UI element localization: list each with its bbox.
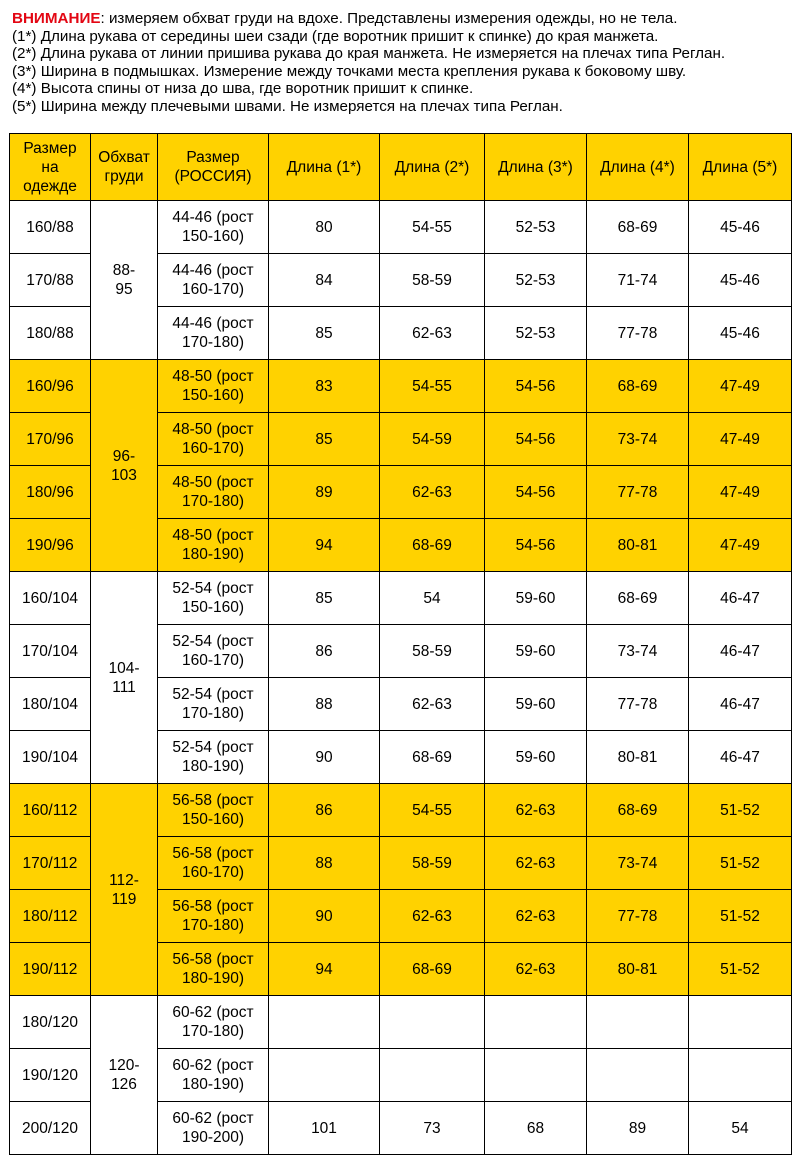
chest-cell: 120- 126	[91, 996, 158, 1155]
table-body	[10, 201, 792, 1155]
length-4-cell: 77-78	[587, 466, 689, 519]
size-cell: 160/96	[10, 360, 91, 413]
size-cell: 180/120	[10, 996, 91, 1049]
length-2-cell: 58-59	[380, 254, 485, 307]
length-1-cell: 94	[269, 943, 380, 996]
length-4-cell: 77-78	[587, 890, 689, 943]
length-3-cell: 62-63	[485, 943, 587, 996]
size-cell: 190/112	[10, 943, 91, 996]
length-4-cell: 73-74	[587, 625, 689, 678]
length-3-cell: 59-60	[485, 678, 587, 731]
length-4-cell: 73-74	[587, 837, 689, 890]
russia-size-cell: 60-62 (рост 170-180)	[158, 996, 269, 1049]
length-3-cell: 54-56	[485, 360, 587, 413]
length-4-cell: 80-81	[587, 731, 689, 784]
russia-size-cell: 52-54 (рост 160-170)	[158, 625, 269, 678]
length-2-cell: 54	[380, 572, 485, 625]
length-3-cell: 54-56	[485, 519, 587, 572]
length-3-cell: 59-60	[485, 572, 587, 625]
length-1-cell: 90	[269, 890, 380, 943]
chest-cell: 88- 95	[91, 201, 158, 360]
russia-size-cell: 52-54 (рост 170-180)	[158, 678, 269, 731]
length-3-cell: 62-63	[485, 784, 587, 837]
header-length-1: Длина (1*)	[269, 134, 380, 201]
russia-size-cell: 48-50 (рост 170-180)	[158, 466, 269, 519]
length-1-cell: 88	[269, 678, 380, 731]
russia-size-cell: 52-54 (рост 150-160)	[158, 572, 269, 625]
length-2-cell	[380, 996, 485, 1049]
russia-size-cell: 48-50 (рост 160-170)	[158, 413, 269, 466]
length-1-cell: 80	[269, 201, 380, 254]
length-3-cell: 59-60	[485, 731, 587, 784]
length-1-cell: 85	[269, 307, 380, 360]
length-4-cell: 89	[587, 1102, 689, 1155]
length-2-cell: 68-69	[380, 519, 485, 572]
russia-size-cell: 44-46 (рост 170-180)	[158, 307, 269, 360]
length-3-cell: 54-56	[485, 413, 587, 466]
length-4-cell: 68-69	[587, 360, 689, 413]
warning-label: ВНИМАНИЕ	[12, 10, 101, 27]
length-5-cell: 47-49	[689, 466, 792, 519]
length-3-cell	[485, 1049, 587, 1102]
length-1-cell	[269, 996, 380, 1049]
russia-size-cell: 48-50 (рост 150-160)	[158, 360, 269, 413]
chest-cell: 112- 119	[91, 784, 158, 996]
header-row	[10, 134, 792, 201]
length-2-cell: 62-63	[380, 890, 485, 943]
length-2-cell: 62-63	[380, 466, 485, 519]
length-2-cell: 68-69	[380, 731, 485, 784]
length-1-cell	[269, 1049, 380, 1102]
russia-size-cell: 44-46 (рост 160-170)	[158, 254, 269, 307]
size-cell: 160/112	[10, 784, 91, 837]
length-4-cell: 77-78	[587, 307, 689, 360]
length-4-cell	[587, 1049, 689, 1102]
length-5-cell: 45-46	[689, 201, 792, 254]
length-3-cell: 52-53	[485, 254, 587, 307]
length-4-cell: 80-81	[587, 943, 689, 996]
length-5-cell	[689, 1049, 792, 1102]
size-cell: 190/120	[10, 1049, 91, 1102]
length-2-cell: 54-55	[380, 360, 485, 413]
length-2-cell: 58-59	[380, 837, 485, 890]
size-cell: 160/104	[10, 572, 91, 625]
length-5-cell: 46-47	[689, 625, 792, 678]
length-2-cell: 54-55	[380, 201, 485, 254]
length-4-cell: 80-81	[587, 519, 689, 572]
header-russia-size: Размер (РОССИЯ)	[158, 134, 269, 201]
length-2-cell: 58-59	[380, 625, 485, 678]
size-cell: 160/88	[10, 201, 91, 254]
size-cell: 180/112	[10, 890, 91, 943]
chest-cell: 96- 103	[91, 360, 158, 572]
table-row	[10, 201, 792, 254]
size-cell: 200/120	[10, 1102, 91, 1155]
size-cell: 170/96	[10, 413, 91, 466]
russia-size-cell: 60-62 (рост 180-190)	[158, 1049, 269, 1102]
russia-size-cell: 56-58 (рост 150-160)	[158, 784, 269, 837]
length-5-cell: 47-49	[689, 360, 792, 413]
length-3-cell: 68	[485, 1102, 587, 1155]
length-2-cell: 62-63	[380, 678, 485, 731]
length-5-cell	[689, 996, 792, 1049]
length-2-cell: 68-69	[380, 943, 485, 996]
length-4-cell	[587, 996, 689, 1049]
length-5-cell: 46-47	[689, 678, 792, 731]
length-1-cell: 88	[269, 837, 380, 890]
table-row	[10, 572, 792, 625]
length-3-cell	[485, 996, 587, 1049]
russia-size-cell: 44-46 (рост 150-160)	[158, 201, 269, 254]
note-line-3: (3*) Ширина в подмышках. Измерение между точками места крепления рукава к боковому шву.	[12, 62, 687, 80]
length-5-cell: 51-52	[689, 784, 792, 837]
length-1-cell: 85	[269, 413, 380, 466]
length-5-cell: 46-47	[689, 572, 792, 625]
length-1-cell: 101	[269, 1102, 380, 1155]
header-size: Размер на одежде	[10, 134, 91, 201]
table-row	[10, 360, 792, 413]
russia-size-cell: 52-54 (рост 180-190)	[158, 731, 269, 784]
size-table	[9, 133, 792, 1155]
length-5-cell: 45-46	[689, 254, 792, 307]
length-1-cell: 94	[269, 519, 380, 572]
warning-line	[12, 10, 800, 28]
size-cell: 170/88	[10, 254, 91, 307]
chest-cell: 104- 111	[91, 572, 158, 784]
note-line-2: (2*) Длина рукава от линии пришива рукава до края манжета. Не измеряется на плечах типа Реглан.	[12, 45, 726, 63]
russia-size-cell: 56-58 (рост 180-190)	[158, 943, 269, 996]
length-2-cell: 54-55	[380, 784, 485, 837]
note-line-1: (1*) Длина рукава от середины шеи сзади (где воротник пришит к спинке) до края манжета.	[12, 27, 659, 45]
length-5-cell: 45-46	[689, 307, 792, 360]
length-4-cell: 71-74	[587, 254, 689, 307]
header-length-3: Длина (3*)	[485, 134, 587, 201]
size-cell: 170/104	[10, 625, 91, 678]
length-3-cell: 52-53	[485, 307, 587, 360]
length-3-cell: 54-56	[485, 466, 587, 519]
header-length-5: Длина (5*)	[689, 134, 792, 201]
length-5-cell: 46-47	[689, 731, 792, 784]
length-5-cell: 54	[689, 1102, 792, 1155]
length-5-cell: 47-49	[689, 413, 792, 466]
length-2-cell	[380, 1049, 485, 1102]
length-3-cell: 59-60	[485, 625, 587, 678]
size-cell: 180/104	[10, 678, 91, 731]
length-1-cell: 85	[269, 572, 380, 625]
length-4-cell: 73-74	[587, 413, 689, 466]
length-4-cell: 68-69	[587, 784, 689, 837]
note-line-5: (5*) Ширина между плечевыми швами. Не измеряется на плечах типа Реглан.	[12, 97, 563, 115]
size-cell: 180/96	[10, 466, 91, 519]
length-5-cell: 51-52	[689, 890, 792, 943]
table-row	[10, 996, 792, 1049]
length-1-cell: 89	[269, 466, 380, 519]
length-1-cell: 84	[269, 254, 380, 307]
length-3-cell: 52-53	[485, 201, 587, 254]
notes-block	[0, 0, 800, 116]
length-4-cell: 68-69	[587, 572, 689, 625]
length-3-cell: 62-63	[485, 890, 587, 943]
russia-size-cell: 48-50 (рост 180-190)	[158, 519, 269, 572]
note-line-4: (4*) Высота спины от низа до шва, где воротник пришит к спинке.	[12, 80, 474, 98]
russia-size-cell: 60-62 (рост 190-200)	[158, 1102, 269, 1155]
length-1-cell: 86	[269, 625, 380, 678]
russia-size-cell: 56-58 (рост 170-180)	[158, 890, 269, 943]
size-cell: 190/104	[10, 731, 91, 784]
size-cell: 170/112	[10, 837, 91, 890]
length-4-cell: 68-69	[587, 201, 689, 254]
table-row	[10, 784, 792, 837]
length-5-cell: 47-49	[689, 519, 792, 572]
russia-size-cell: 56-58 (рост 160-170)	[158, 837, 269, 890]
length-2-cell: 73	[380, 1102, 485, 1155]
header-length-4: Длина (4*)	[587, 134, 689, 201]
length-2-cell: 62-63	[380, 307, 485, 360]
length-1-cell: 90	[269, 731, 380, 784]
size-cell: 180/88	[10, 307, 91, 360]
warning-text: : измеряем обхват груди на вдохе. Представлены измерения одежды, но не тела.	[100, 10, 678, 27]
length-5-cell: 51-52	[689, 943, 792, 996]
length-4-cell: 77-78	[587, 678, 689, 731]
length-3-cell: 62-63	[485, 837, 587, 890]
header-length-2: Длина (2*)	[380, 134, 485, 201]
size-cell: 190/96	[10, 519, 91, 572]
length-2-cell: 54-59	[380, 413, 485, 466]
length-1-cell: 86	[269, 784, 380, 837]
header-chest: Обхват груди	[91, 134, 158, 201]
length-1-cell: 83	[269, 360, 380, 413]
length-5-cell: 51-52	[689, 837, 792, 890]
